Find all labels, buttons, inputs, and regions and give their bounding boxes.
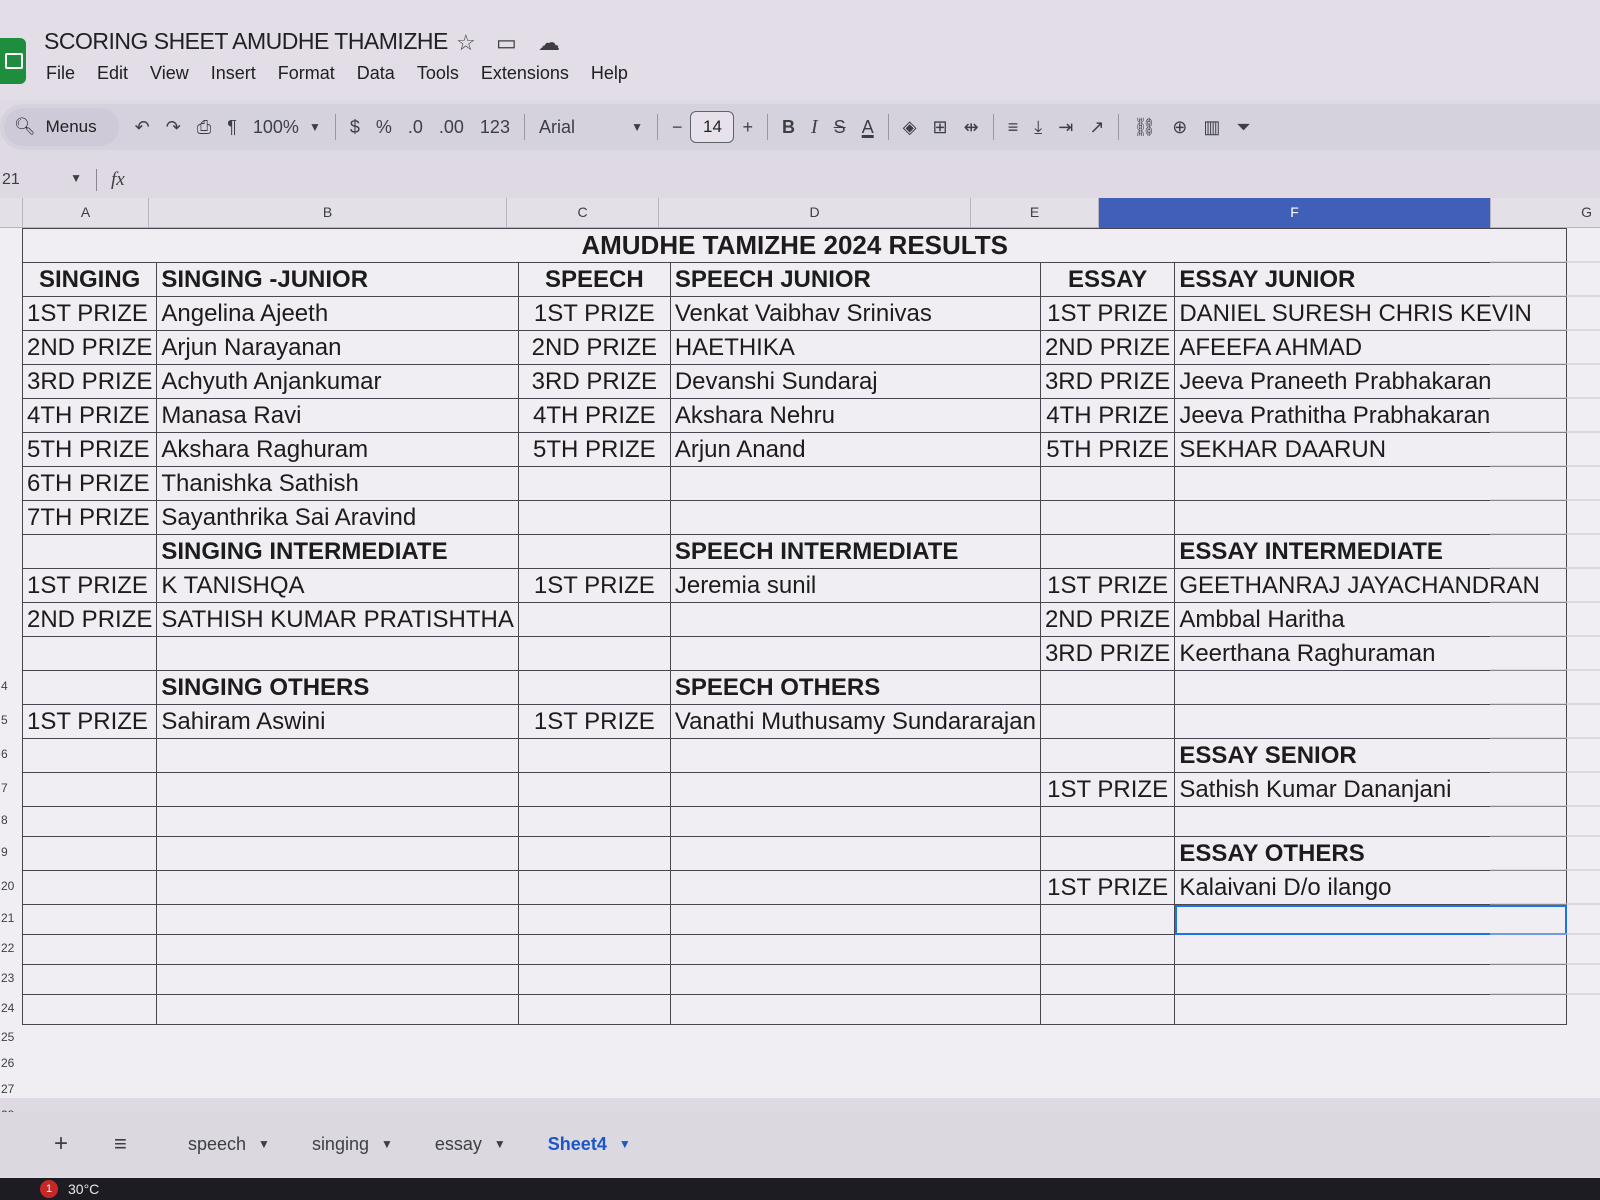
menu-view[interactable]: View [150,63,189,83]
cell[interactable]: Thanishka Sathish [157,467,518,501]
star-icon[interactable]: ☆ [456,30,476,55]
add-sheet-button[interactable]: + [54,1130,69,1157]
cell-reference: 21 [2,171,20,188]
menu-edit[interactable]: Edit [97,63,129,83]
number-format-button[interactable]: 123 [479,116,510,137]
table-row [23,467,1567,501]
cell[interactable]: SPEECH INTERMEDIATE [670,535,1040,569]
tab-label: singing [311,1133,369,1154]
notification-badge[interactable]: 1 [40,1180,58,1198]
cell[interactable] [1040,467,1174,501]
cell[interactable]: 3RD PRIZE [1040,365,1174,399]
insert-comment-icon[interactable]: ⊕ [1172,116,1188,137]
horizontal-align-icon[interactable]: ≡ [1007,116,1019,137]
cell[interactable] [23,905,157,935]
table-row [23,671,1567,705]
table-row [23,433,1567,467]
cell[interactable] [1040,807,1174,837]
menu-data[interactable]: Data [356,63,395,83]
cell[interactable] [157,935,518,965]
cloud-status-icon[interactable]: ☁ [538,30,560,55]
column-headers [0,198,1600,228]
tab-sheet4[interactable] [534,1128,645,1161]
cell[interactable] [670,837,1040,871]
cell[interactable]: 5TH PRIZE [1040,433,1174,467]
cell[interactable] [670,807,1040,837]
cell[interactable]: Jeeva Praneeth Prabhakaran [1175,365,1567,399]
cell[interactable] [157,837,518,871]
cell[interactable] [670,773,1040,807]
chevron-down-icon: ▼ [631,120,643,134]
name-box[interactable] [0,171,92,189]
cell[interactable] [670,905,1040,935]
cell[interactable]: Venkat Vaibhav Srinivas [670,297,1040,331]
cell[interactable] [23,935,157,965]
separator [657,114,658,140]
cell[interactable]: HAETHIKA [670,331,1040,365]
row-header[interactable]: 9 [1,845,8,859]
row-header[interactable]: 22 [1,941,15,955]
cell[interactable]: 1ST PRIZE [518,569,670,603]
table-row [23,935,1567,965]
cell[interactable]: ESSAY [1040,263,1174,297]
cell[interactable]: 1ST PRIZE [518,705,670,739]
table-row [23,535,1567,569]
cell[interactable] [670,739,1040,773]
cell[interactable]: Jeremia sunil [670,569,1040,603]
cell[interactable] [1040,837,1174,871]
cell[interactable] [1040,995,1174,1025]
cell[interactable]: 3RD PRIZE [518,365,670,399]
os-taskbar [0,1178,1600,1200]
results-table [22,228,1567,1025]
table-row [23,965,1567,995]
cell[interactable] [670,965,1040,995]
cell[interactable] [518,739,670,773]
cell[interactable] [157,773,518,807]
table-row [23,263,1567,297]
column-header-c[interactable]: C [506,198,658,228]
cell[interactable] [670,871,1040,905]
cell[interactable]: 1ST PRIZE [1040,297,1174,331]
filter-icon[interactable]: ⏷ [1236,116,1251,137]
cell[interactable] [518,871,670,905]
cell[interactable]: 1ST PRIZE [23,297,157,331]
font-select[interactable] [531,104,651,150]
results-title[interactable]: AMUDHE TAMIZHE 2024 RESULTS [23,229,1567,263]
formula-bar [0,164,1600,196]
table-row [23,739,1567,773]
row-header[interactable]: 25 [1,1030,15,1044]
table-row [23,995,1567,1025]
table-row [23,807,1567,837]
cell[interactable]: SEKHAR DAARUN [1175,433,1567,467]
tab-singing[interactable] [298,1128,407,1161]
cell[interactable] [518,935,670,965]
cell[interactable]: 2ND PRIZE [23,603,157,637]
table-row [23,331,1567,365]
text-rotation-icon[interactable]: ↗ [1089,116,1105,137]
row-header[interactable]: 24 [1,1001,15,1015]
italic-button[interactable]: I [811,115,818,138]
print-icon[interactable]: ⎙ [196,116,212,137]
increase-decimal-button[interactable]: .00 [438,116,464,137]
chevron-down-icon: ▼ [493,1137,506,1151]
cell[interactable] [1040,671,1174,705]
cell[interactable] [1040,705,1174,739]
cell[interactable]: 2ND PRIZE [1040,603,1174,637]
row-header[interactable]: 27 [1,1082,15,1096]
cell[interactable] [157,637,518,671]
cell[interactable] [518,807,670,837]
cell[interactable]: Sayanthrika Sai Aravind [157,501,518,535]
chevron-down-icon: ▼ [308,120,321,134]
cell[interactable] [1040,501,1174,535]
sheet-tab-bar [0,1112,1600,1176]
font-name: Arial [538,116,575,137]
table-row [23,905,1567,935]
cell[interactable] [1040,739,1174,773]
cell[interactable] [670,637,1040,671]
cell[interactable]: Jeeva Prathitha Prabhakaran [1175,399,1567,433]
cell[interactable] [23,837,157,871]
undo-icon[interactable]: ↶ [134,116,150,137]
cell[interactable]: SINGING OTHERS [157,671,518,705]
cell[interactable] [157,807,518,837]
cell[interactable] [1040,535,1174,569]
cell[interactable]: 4TH PRIZE [1040,399,1174,433]
cell[interactable]: ESSAY JUNIOR [1175,263,1567,297]
insert-chart-icon[interactable]: ▥ [1203,116,1221,137]
cell[interactable] [157,905,518,935]
cell[interactable]: ESSAY OTHERS [1175,837,1567,871]
cell[interactable] [23,995,157,1025]
cell[interactable] [518,995,670,1025]
cell[interactable]: 1ST PRIZE [23,569,157,603]
cell[interactable] [157,739,518,773]
cell[interactable]: 4TH PRIZE [23,399,157,433]
cell[interactable]: 5TH PRIZE [518,433,670,467]
menu-help[interactable]: Help [590,63,628,83]
separator [524,114,525,140]
menu-extensions[interactable]: Extensions [480,63,569,83]
cell[interactable] [670,501,1040,535]
cell[interactable]: Akshara Nehru [670,399,1040,433]
cell[interactable] [157,995,518,1025]
column-header-a[interactable]: A [22,198,148,228]
column-header-f[interactable]: F [1098,198,1490,228]
currency-format-button[interactable]: $ [349,116,360,137]
menu-bar [44,63,630,84]
cell[interactable]: DANIEL SURESH CHRIS KEVIN [1175,297,1567,331]
all-sheets-button[interactable]: ≡ [114,1131,127,1156]
cell[interactable] [518,965,670,995]
cell[interactable] [1040,935,1174,965]
menus-search[interactable] [4,108,119,146]
paint-format-icon[interactable]: ¶ [227,116,237,137]
cell[interactable] [670,603,1040,637]
cell[interactable]: 1ST PRIZE [518,297,670,331]
cell[interactable] [518,637,670,671]
tab-label: essay [434,1133,482,1154]
cell[interactable]: ESSAY INTERMEDIATE [1175,535,1567,569]
cell[interactable]: 2ND PRIZE [518,331,670,365]
cell[interactable]: 4TH PRIZE [518,399,670,433]
table-row [23,365,1567,399]
increase-font-size-button[interactable]: + [742,116,753,137]
separator [993,114,994,140]
toolbar [0,104,1600,150]
spreadsheet-grid [0,198,1600,1098]
cell[interactable]: 1ST PRIZE [1040,773,1174,807]
cell[interactable]: SINGING -JUNIOR [157,263,518,297]
decrease-decimal-button[interactable]: .0 [407,116,423,137]
cell[interactable]: Angelina Ajeeth [157,297,518,331]
cell[interactable]: Manasa Ravi [157,399,518,433]
cell[interactable]: 1ST PRIZE [1040,871,1174,905]
row-header[interactable]: 26 [1,1056,15,1070]
cell[interactable]: SATHISH KUMAR PRATISHTHA [157,603,518,637]
separator [335,114,336,140]
cell[interactable] [670,467,1040,501]
merge-cells-icon[interactable]: ⇹ [963,116,979,137]
cell[interactable]: Arjun Narayanan [157,331,518,365]
menu-tools[interactable]: Tools [416,63,459,83]
fill-color-icon[interactable]: ◈ [902,116,917,137]
cell[interactable]: 3RD PRIZE [23,365,157,399]
search-icon: 🔍︎ [14,117,36,136]
text-color-button[interactable]: A [861,116,874,137]
cell[interactable]: 7TH PRIZE [23,501,157,535]
cell[interactable]: 5TH PRIZE [23,433,157,467]
cell[interactable] [518,535,670,569]
row-header[interactable]: 20 [1,879,15,893]
cell[interactable] [23,637,157,671]
cell[interactable]: Devanshi Sundaraj [670,365,1040,399]
cell[interactable]: 1ST PRIZE [1040,569,1174,603]
row-header[interactable]: 23 [1,971,15,985]
cell[interactable] [1040,965,1174,995]
redo-icon[interactable]: ↷ [165,116,181,137]
cell[interactable]: SINGING INTERMEDIATE [157,535,518,569]
table-row [23,603,1567,637]
borders-icon[interactable]: ⊞ [932,116,948,137]
cell[interactable] [518,603,670,637]
bold-button[interactable]: B [782,116,795,137]
chevron-down-icon: ▼ [70,171,82,185]
tab-label: speech [188,1133,247,1154]
cell[interactable]: SPEECH OTHERS [670,671,1040,705]
row-header[interactable]: 5 [1,713,8,727]
table-row [23,399,1567,433]
cell[interactable] [670,935,1040,965]
cell[interactable] [23,807,157,837]
table-row [23,773,1567,807]
cell[interactable] [23,871,157,905]
cell[interactable]: Keerthana Raghuraman [1175,637,1567,671]
text-wrap-icon[interactable]: ⇥ [1058,116,1074,137]
cell[interactable] [518,501,670,535]
menus-label: Menus [45,117,97,136]
cell[interactable]: SINGING [23,263,157,297]
cell[interactable]: 2ND PRIZE [1040,331,1174,365]
cell[interactable]: SPEECH JUNIOR [670,263,1040,297]
cell[interactable]: GEETHANRAJ JAYACHANDRAN [1175,569,1567,603]
cell[interactable] [23,773,157,807]
menu-file[interactable]: File [46,63,76,83]
column-header-d[interactable]: D [658,198,970,228]
cell[interactable] [157,871,518,905]
move-folder-icon[interactable]: ▭ [496,30,517,55]
menu-insert[interactable]: Insert [210,63,256,83]
cell[interactable]: Ambbal Haritha [1175,603,1567,637]
column-header-b[interactable]: B [148,198,506,228]
table-row [23,501,1567,535]
row-header[interactable]: 21 [1,911,15,925]
row-header[interactable]: 8 [1,813,8,827]
cell[interactable] [518,837,670,871]
cell[interactable]: Sahiram Aswini [157,705,518,739]
cell[interactable] [23,535,157,569]
zoom-select[interactable] [245,104,329,150]
cell[interactable]: 3RD PRIZE [1040,637,1174,671]
cell[interactable]: Akshara Raghuram [157,433,518,467]
chevron-down-icon: ▼ [258,1137,270,1151]
separator [1118,114,1119,140]
cell[interactable]: SPEECH [518,263,670,297]
table-row [23,637,1567,671]
cell[interactable] [157,965,518,995]
cell[interactable]: Sathish Kumar Dananjani [1175,773,1567,807]
weather-temperature[interactable]: 30°C [68,1181,100,1197]
cell[interactable]: Arjun Anand [670,433,1040,467]
zoom-value: 100% [252,116,299,137]
cell[interactable] [518,905,670,935]
table-row [23,837,1567,871]
cell[interactable] [670,995,1040,1025]
cell[interactable]: Achyuth Anjankumar [157,365,518,399]
column-header-e[interactable]: E [970,198,1098,228]
cell[interactable] [1040,905,1174,935]
tab-label: Sheet4 [547,1133,607,1154]
table-row [23,871,1567,905]
font-size-input[interactable]: 14 [690,111,734,143]
separator [767,114,768,140]
table-row [23,705,1567,739]
menu-format[interactable]: Format [277,63,335,83]
cell[interactable]: 6TH PRIZE [23,467,157,501]
sheets-logo-icon[interactable] [0,38,26,84]
function-icon: fx [96,169,125,191]
table-row [23,569,1567,603]
row-header[interactable]: 4 [1,679,8,693]
title-bar [0,0,1600,100]
cell[interactable]: 1ST PRIZE [23,705,157,739]
cell[interactable]: K TANISHQA [157,569,518,603]
vertical-align-icon[interactable]: ⤓ [1034,116,1043,137]
cell[interactable]: Kalaivani D/o ilango [1175,871,1567,905]
cell[interactable]: ESSAY SENIOR [1175,739,1567,773]
cell[interactable] [23,671,157,705]
cell[interactable] [23,739,157,773]
decrease-font-size-button[interactable]: − [671,116,683,137]
chevron-down-icon: ▼ [618,1137,631,1151]
chevron-down-icon: ▼ [380,1137,393,1151]
cell[interactable] [23,965,157,995]
document-title[interactable]: SCORING SHEET AMUDHE THAMIZHE [44,28,448,54]
tab-speech[interactable] [174,1128,284,1161]
column-header-g[interactable]: G [1490,198,1600,228]
table-row [23,297,1567,331]
strikethrough-button[interactable]: S [833,116,846,137]
cell[interactable] [518,671,670,705]
row-header[interactable]: 6 [1,747,8,761]
tab-essay[interactable] [421,1128,520,1161]
row-header[interactable]: 7 [1,781,8,795]
cell[interactable]: 2ND PRIZE [23,331,157,365]
cell[interactable]: AFEEFA AHMAD [1175,331,1567,365]
percent-format-button[interactable]: % [375,116,392,137]
cell[interactable]: Vanathi Muthusamy Sundararajan [670,705,1040,739]
cell[interactable] [518,467,670,501]
column-g-gridlines [1490,228,1600,1018]
insert-link-icon[interactable]: ⛓ [1133,116,1157,137]
separator [888,114,889,140]
cell[interactable] [518,773,670,807]
